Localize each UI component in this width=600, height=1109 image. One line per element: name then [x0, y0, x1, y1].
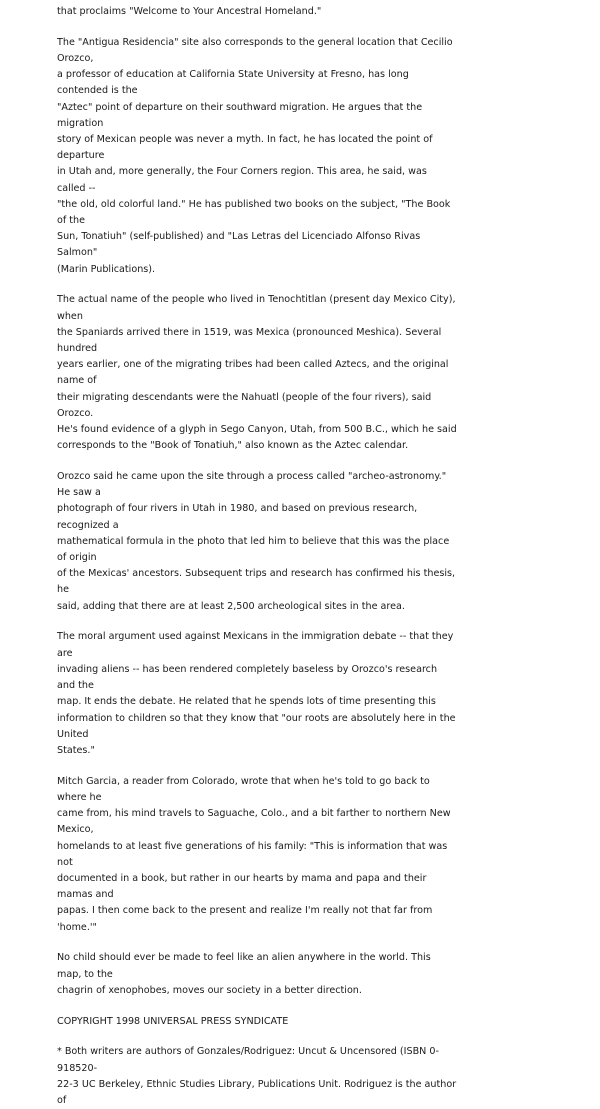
text-line: that proclaims "Welcome to Your Ancestral Homeland."	[57, 6, 322, 17]
text-line: No child should ever be made to feel like an alien anywhere in the world. This map, to the	[57, 952, 431, 980]
text-line: Sun, Tonatiuh" (self-published) and "Las Letras del Licenciado Alfonso Rivas Salmon"	[57, 231, 421, 259]
text-line: documented in a book, but rather in our hearts by mama and papa and their mamas and	[57, 872, 427, 901]
text-line: photograph of four rivers in Utah in 1980, and based on previous research, recognized a	[57, 503, 418, 531]
text-line: papas. I then come back to the present and realize I'm really not that far from 'home.'"	[57, 905, 433, 933]
text-line: * Both writers are authors of Gonzales/Rodriguez: Uncut & Uncensored (ISBN 0-918520-	[57, 1046, 439, 1074]
text-line: information to children so that they know that "our roots are absolutely here in the United	[57, 712, 456, 740]
text-line: The "Antigua Residencia" site also corresponds to the general location that Cecilio Orozco,	[57, 36, 453, 64]
text-line: mathematical formula in the photo that led him to believe that this was the place of origin	[57, 535, 450, 564]
paragraph	[57, 950, 457, 999]
paragraph	[57, 629, 457, 759]
text-line: in Utah and, more generally, the Four Corners region. This area, he said, was called --	[57, 166, 427, 194]
paragraph	[57, 1014, 457, 1030]
text-line: story of Mexican people was never a myth. In fact, he has located the point of departure	[57, 134, 433, 162]
text-line: "Aztec" point of departure on their southward migration. He argues that the migration	[57, 101, 423, 129]
text-line: homelands to at least five generations of his family: "This is information that was not	[57, 840, 448, 868]
text-line: The moral argument used against Mexicans in the immigration debate -- that they are	[57, 631, 454, 659]
text-line: a professor of education at California State University at Fresno, has long contended is the	[57, 69, 409, 97]
paragraph	[57, 35, 457, 278]
text-line: the Spaniards arrived there in 1519, was Mexica (pronounced Meshica). Several hundred	[57, 326, 442, 355]
text-line: Mitch Garcia, a reader from Colorado, wrote that when he's told to go back to where he	[57, 775, 430, 803]
text-line: years earlier, one of the migrating tribes had been called Aztecs, and the original name of	[57, 359, 449, 387]
text-line: States."	[57, 744, 95, 756]
text-line: came from, his mind travels to Saguache, Colo., and a bit farther to northern New Mexico,	[57, 808, 451, 836]
text-line: of the Mexicas' ancestors. Subsequent trips and research has confirmed his thesis, he	[57, 568, 456, 596]
paragraph	[57, 292, 457, 454]
text-line: map. It ends the debate. He related that he spends lots of time presenting this	[57, 696, 436, 708]
paragraph	[57, 469, 457, 615]
text-line: (Marin Publications).	[57, 263, 156, 275]
text-line: 22-3 UC Berkeley, Ethnic Studies Library, Publications Unit. Rodriguez is the author of	[57, 1078, 457, 1106]
paragraph	[57, 774, 457, 936]
text-line: said, adding that there are at least 2,500 archeological sites in the area.	[57, 600, 405, 612]
text-line: corresponds to the "Book of Tonatiuh," also known as the Aztec calendar.	[57, 440, 409, 452]
paragraph	[57, 4, 457, 20]
document-page	[57, 4, 457, 1109]
text-line: Orozco said he came upon the site through a process called "archeo-astronomy." He saw a	[57, 471, 447, 499]
text-line: invading aliens -- has been rendered completely baseless by Orozco's research and the	[57, 663, 438, 692]
paragraph	[57, 1044, 457, 1109]
text-line: chagrin of xenophobes, moves our society in a better direction.	[57, 984, 362, 996]
text-line: their migrating descendants were the Nahuatl (people of the four rivers), said Orozco.	[57, 391, 432, 419]
text-line: The actual name of the people who lived in Tenochtitlan (present day Mexico City), when	[57, 294, 456, 322]
text-line: "the old, old colorful land." He has published two books on the subject, "The Book of the	[57, 198, 451, 227]
text-line: He's found evidence of a glyph in Sego Canyon, Utah, from 500 B.C., which he said	[57, 424, 457, 436]
text-line: COPYRIGHT 1998 UNIVERSAL PRESS SYNDICATE	[57, 1015, 289, 1027]
